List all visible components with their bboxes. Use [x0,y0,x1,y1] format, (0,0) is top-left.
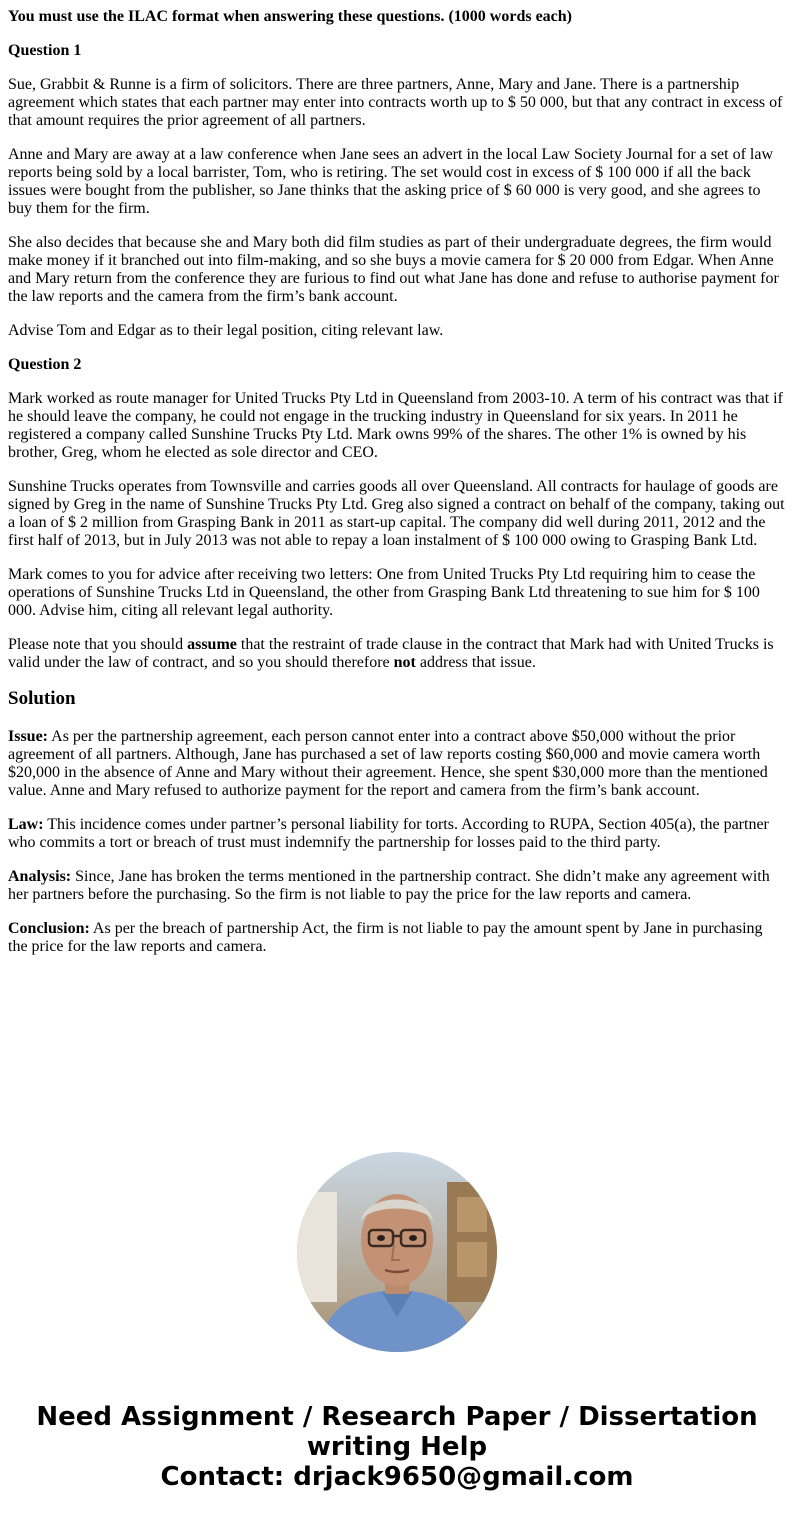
question-1-paragraph: Sue, Grabbit & Runne is a firm of solicitors. There are three partners, Anne, Mary and Jane. There is a partnership agreement which states that each partner may enter into contracts worth up to $ 50 000, but that any contract in excess of that amount requires the prior agreement of all partners. [8,76,783,129]
instruction-text: You must use the ILAC format when answering these questions. (1000 words each) [8,8,573,25]
question-1-paragraph: She also decides that because she and Mary both did film studies as part of their undergraduate degrees, the firm would make money if it branched out into film-making, and so she buys a movie camera for $ 20 000 from Edgar. When Anne and Mary return from the conference they are furious to find out what Jane has done and refuse to authorise payment for the law reports and the camera from the firm’s bank account. [8,234,779,305]
author-avatar [297,1152,497,1352]
law-text: This incidence comes under partner’s personal liability for torts. According to RUPA, Section 405(a), the partner who commits a tort or breach of trust must indemnify the partnership for losses paid to the third party. [8,816,769,851]
promo-footer [0,1402,794,1492]
solution-law [8,816,786,852]
promo-line: Need Assignment / Research Paper / Dissertation [36,1402,758,1432]
solution-conclusion [8,920,786,956]
solution-issue [8,728,786,800]
contact-line: Contact: drjack9650@gmail.com [160,1462,634,1492]
note-text: Please note that you should [8,636,188,653]
promo-line: writing Help [306,1432,488,1462]
conclusion-label: Conclusion: [8,920,90,937]
question-2-paragraph: Sunshine Trucks operates from Townsville and carries goods all over Queensland. All contracts for haulage of goods are signed by Greg in the name of Sunshine Trucks Pty Ltd. Greg also signed a contract on behalf of the company, taking out a loan of $ 2 million from Grasping Bank in 2011 as start-up capital. The company did well during 2011, 2012 and the first half of 2013, but in July 2013 was not able to repay a loan instalment of $ 100 000 owing to Grasping Bank Ltd. [8,478,785,549]
question-2-heading: Question 2 [8,356,82,373]
question-2-paragraph: Mark worked as route manager for United Trucks Pty Ltd in Queensland from 2003-10. A term of his contract was that if he should leave the company, he could not engage in the trucking industry in Queensland for six years. In 2011 he registered a company called Sunshine Trucks Pty Ltd. Mark owns 99% of the shares. The other 1% is owned by his brother, Greg, whom he elected as sole director and CEO. [8,390,783,461]
issue-text: As per the partnership agreement, each person cannot enter into a contract above $50,000 without the prior agreement of all partners. Although, Jane has purchased a set of law reports costing $60,000 and movie camera worth $20,000 in the absence of Anne and Mary without their agreement. Hence, she spent $30,000 more than the mentioned value. Anne and Mary refused to authorize payment for the report and camera from the firm’s bank account. [8,728,768,799]
note-text: that the restraint of trade clause in the contract that Mark had with United Trucks is valid under the law of contract, and so you should therefore [8,636,774,671]
analysis-text: Since, Jane has broken the terms mentioned in the partnership contract. She didn’t make any agreement with her partners before the purchasing. So the firm is not liable to pay the price for the law reports and camera. [8,868,770,903]
note-emphasis-assume: assume [187,636,237,653]
solution-heading: Solution [8,688,76,709]
question-2-paragraph: Mark comes to you for advice after receiving two letters: One from United Trucks Pty Ltd requiring him to cease the operations of Sunshine Trucks Ltd in Queensland, the other from Grasping Bank Ltd threatening to sue him for $ 100 000. Advise him, citing all relevant legal authority. [8,566,760,619]
solution-analysis [8,868,786,904]
law-label: Law: [8,816,44,833]
note-text: address that issue. [415,654,536,671]
analysis-label: Analysis: [8,868,72,885]
author-portrait [297,1152,497,1352]
conclusion-text: As per the breach of partnership Act, the firm is not liable to pay the amount spent by Jane in purchasing the price for the law reports and camera. [8,920,763,955]
question-1-paragraph: Anne and Mary are away at a law conference when Jane sees an advert in the local Law Society Journal for a set of law reports being sold by a local barrister, Tom, who is retiring. The set would cost in excess of $ 100 000 if all the back issues were bought from the publisher, so Jane thinks that the asking price of $ 60 000 is very good, and she agrees to buy them for the firm. [8,146,774,217]
question-1-paragraph: Advise Tom and Edgar as to their legal position, citing relevant law. [8,322,444,339]
question-2-note [8,636,786,672]
document-body [8,8,786,972]
note-emphasis-not: not [393,654,416,671]
issue-label: Issue: [8,728,49,745]
question-1-heading: Question 1 [8,42,82,59]
